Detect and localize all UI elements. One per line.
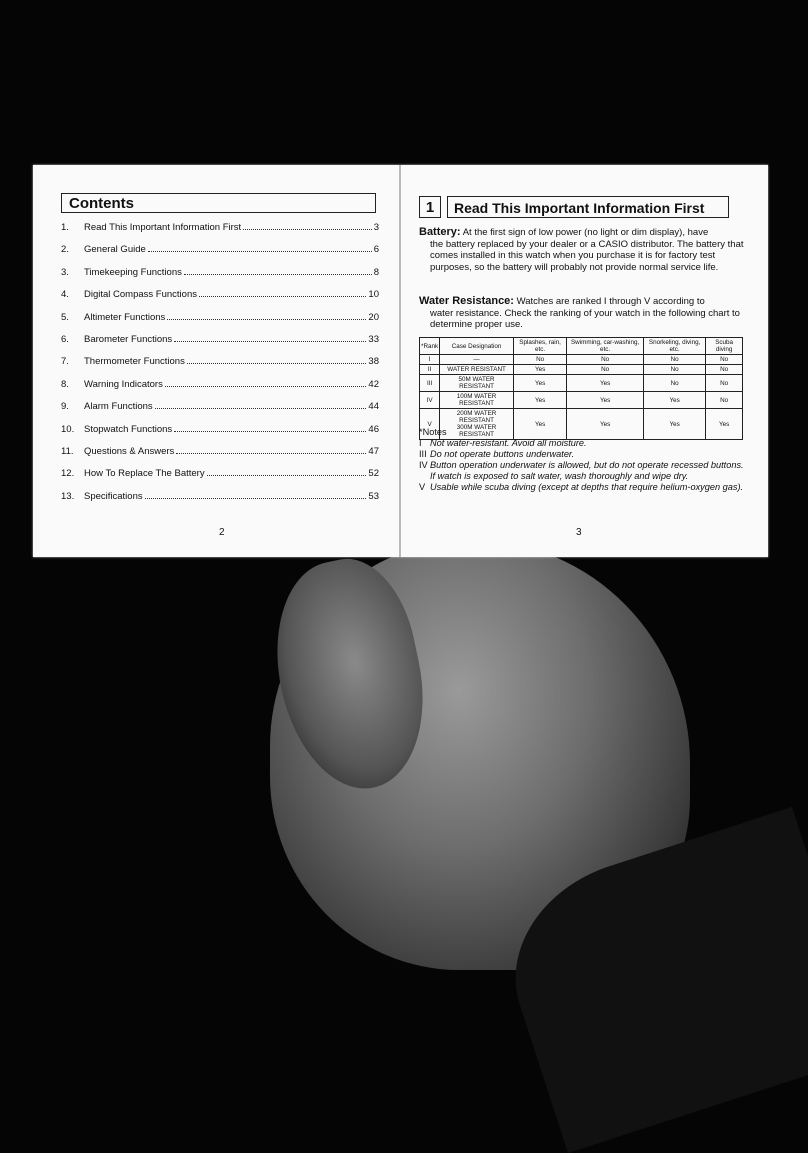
note-text: Usable while scuba diving (except at depths that require helium-oxygen gas). (430, 482, 744, 492)
table-cell: No (567, 365, 644, 375)
note-rank: V (419, 482, 426, 492)
table-cell: Yes (567, 392, 644, 409)
table-cell: Yes (513, 375, 566, 392)
table-cell: Yes (513, 365, 566, 375)
toc-label: General Guide (84, 244, 146, 256)
table-cell: Yes (513, 392, 566, 409)
section-title: Read This Important Information First (447, 196, 729, 218)
toc-number: 6. (61, 333, 69, 345)
toc-entry (61, 446, 379, 468)
battery-heading: Battery: (419, 226, 461, 238)
toc-entry (61, 244, 379, 266)
table-cell: Yes (643, 392, 705, 409)
toc-page: 8 (373, 266, 379, 278)
battery-paragraph (419, 227, 749, 273)
toc-leader (174, 341, 366, 342)
toc-leader (174, 431, 366, 432)
table-cell: No (567, 355, 644, 365)
page-number-right: 3 (576, 527, 582, 538)
toc-entry (61, 267, 379, 289)
toc-entry (61, 468, 379, 490)
note-item (419, 482, 749, 493)
toc-label: Altimeter Functions (84, 311, 166, 323)
toc-leader (176, 453, 366, 454)
table-cell: 200M WATER RESISTANT 300M WATER RESISTANT (440, 409, 514, 440)
toc-entry (61, 401, 379, 423)
table-of-contents (61, 222, 379, 513)
toc-entry (61, 424, 379, 446)
toc-leader (207, 475, 367, 476)
toc-page: 44 (368, 401, 379, 413)
toc-entry (61, 334, 379, 356)
table-header-cell: Swimming, car-washing, etc. (567, 338, 644, 355)
toc-page: 42 (368, 378, 379, 390)
note-item (419, 460, 749, 482)
table-row (420, 365, 743, 375)
toc-page: 47 (368, 445, 379, 457)
water-text: water resistance. Check the ranking of your watch in the following chart to determine proper use. (430, 307, 740, 330)
battery-first-line: At the first sign of low power (no light or dim display), have (462, 227, 709, 238)
toc-number: 10. (61, 423, 75, 435)
toc-label: Stopwatch Functions (84, 423, 173, 435)
table-cell: Yes (643, 409, 705, 440)
toc-leader (167, 319, 366, 320)
notes-section (419, 427, 749, 493)
toc-label: Questions & Answers (84, 445, 175, 457)
toc-leader (243, 229, 372, 230)
table-cell: I (420, 355, 440, 365)
toc-label: Alarm Functions (84, 401, 153, 413)
note-text: Not water-resistant. Avoid all moisture. (430, 438, 587, 448)
table-header-cell: Scuba diving (706, 338, 743, 355)
toc-entry (61, 356, 379, 378)
table-cell: Yes (513, 409, 566, 440)
table-header-cell: Case Designation (440, 338, 514, 355)
contents-page (33, 165, 399, 557)
table-cell: IV (420, 392, 440, 409)
toc-page: 33 (368, 333, 379, 345)
table-cell: II (420, 365, 440, 375)
table-cell: No (706, 355, 743, 365)
water-resistance-table (419, 337, 743, 440)
table-cell: III (420, 375, 440, 392)
note-rank: III (419, 449, 427, 459)
table-cell: No (643, 375, 705, 392)
info-page (401, 165, 768, 557)
toc-page: 3 (373, 222, 379, 233)
toc-page: 10 (368, 289, 379, 301)
section-number: 1 (419, 196, 441, 218)
toc-label: Warning Indicators (84, 378, 163, 390)
toc-page: 6 (373, 244, 379, 256)
toc-page: 38 (368, 356, 379, 368)
table-cell: Yes (706, 409, 743, 440)
table-row (420, 375, 743, 392)
toc-number: 8. (61, 378, 69, 390)
toc-leader (155, 408, 367, 409)
table-cell: Yes (567, 375, 644, 392)
toc-label: Digital Compass Functions (84, 289, 197, 301)
contents-title: Contents (61, 193, 376, 213)
table-cell: 50M WATER RESISTANT (440, 375, 514, 392)
note-rank: IV (419, 460, 428, 470)
toc-number: 1. (61, 222, 69, 233)
table-cell: No (643, 355, 705, 365)
toc-page: 53 (368, 490, 379, 502)
battery-text: the battery replaced by your dealer or a CASIO distributor. The battery that comes installed in this watch when you purchase it is for factory test purposes, so the battery will probably not provide normal service life. (430, 238, 744, 273)
toc-number: 7. (61, 356, 69, 368)
note-rank: I (419, 438, 422, 448)
toc-label: Barometer Functions (84, 333, 173, 345)
water-first-line: Watches are ranked I through V according to (516, 296, 705, 307)
toc-entry (61, 222, 379, 244)
table-row (420, 355, 743, 365)
toc-leader (145, 498, 367, 499)
toc-number: 2. (61, 244, 69, 256)
toc-page: 20 (368, 311, 379, 323)
toc-leader (148, 251, 372, 252)
toc-page: 52 (368, 468, 379, 480)
table-header-cell: *Rank (420, 338, 440, 355)
table-row (420, 392, 743, 409)
toc-label: Specifications (84, 490, 143, 502)
toc-entry (61, 312, 379, 334)
toc-number: 9. (61, 401, 69, 413)
toc-label: How To Replace The Battery (84, 468, 205, 480)
toc-leader (187, 363, 367, 364)
toc-leader (165, 386, 367, 387)
table-cell: — (440, 355, 514, 365)
water-paragraph (419, 296, 749, 331)
table-cell: No (706, 365, 743, 375)
table-cell: No (643, 365, 705, 375)
note-text: Button operation underwater is allowed, but do not operate recessed buttons. If watch is exposed to salt water, wash thoroughly and wipe dry. (430, 460, 744, 481)
table-cell: Yes (567, 409, 644, 440)
table-header-cell: Snorkeling, diving, etc. (643, 338, 705, 355)
note-item (419, 438, 749, 449)
toc-number: 11. (61, 445, 74, 457)
toc-leader (184, 274, 372, 275)
toc-leader (199, 296, 366, 297)
table-cell: V (420, 409, 440, 440)
toc-page: 46 (368, 423, 379, 435)
toc-entry (61, 491, 379, 513)
table-cell: No (706, 375, 743, 392)
toc-label: Thermometer Functions (84, 356, 185, 368)
table-header-row (420, 338, 743, 355)
toc-number: 5. (61, 311, 69, 323)
table-cell: No (706, 392, 743, 409)
notes-heading: *Notes (419, 427, 447, 437)
table-cell: No (513, 355, 566, 365)
toc-entry (61, 289, 379, 311)
table-header-cell: Splashes, rain, etc. (513, 338, 566, 355)
open-booklet (33, 165, 768, 557)
toc-number: 13. (61, 490, 75, 502)
toc-number: 3. (61, 266, 69, 278)
toc-number: 12. (61, 468, 75, 480)
toc-number: 4. (61, 289, 69, 301)
table-cell: 100M WATER RESISTANT (440, 392, 514, 409)
toc-entry (61, 379, 379, 401)
note-item (419, 449, 749, 460)
water-heading: Water Resistance: (419, 295, 514, 307)
note-text: Do not operate buttons underwater. (430, 449, 575, 459)
table-cell: WATER RESISTANT (440, 365, 514, 375)
page-number-left: 2 (219, 527, 225, 538)
toc-label: Read This Important Information First (84, 222, 242, 233)
toc-label: Timekeeping Functions (84, 266, 182, 278)
